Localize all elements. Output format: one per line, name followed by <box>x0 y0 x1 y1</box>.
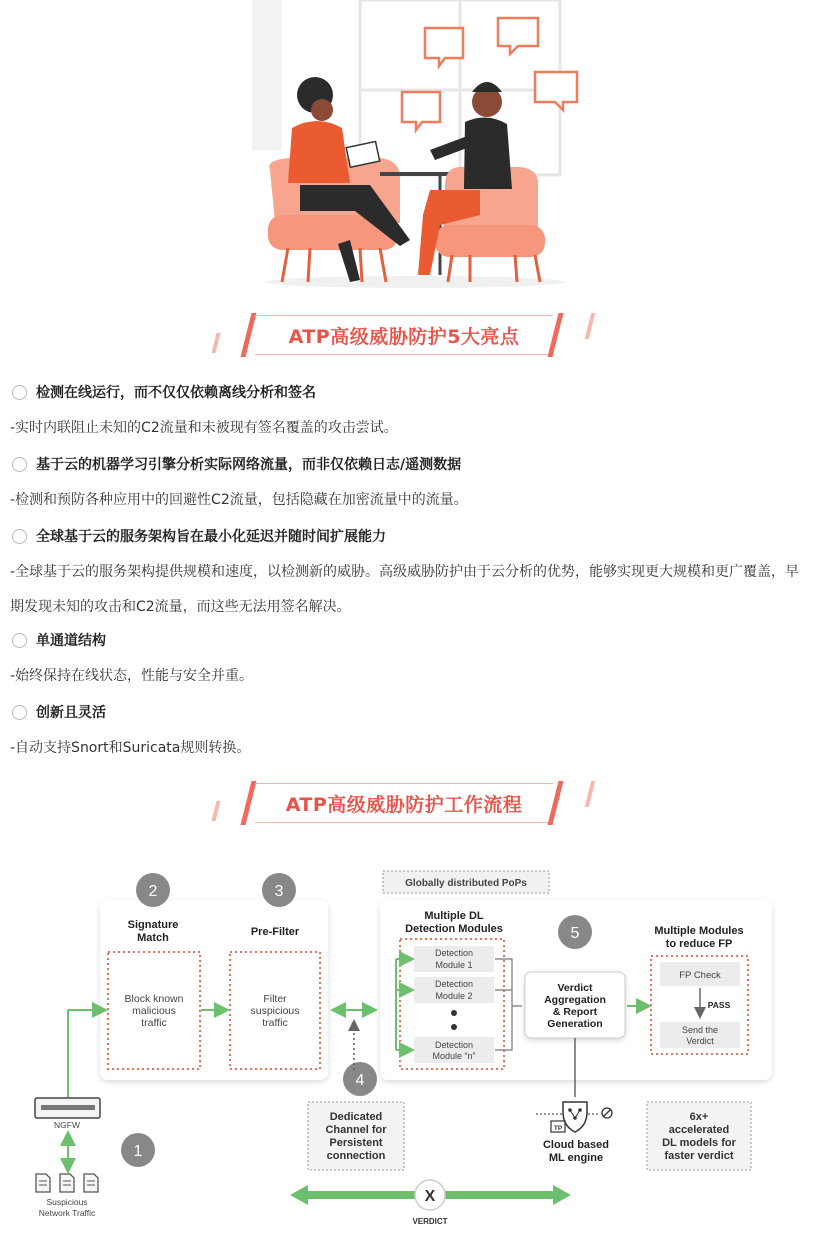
feature-item <box>12 453 461 475</box>
feature-title: 单通道结构 <box>36 633 106 649</box>
signature-box-text: malicious <box>132 1005 176 1017</box>
step-marker-2 <box>136 873 170 907</box>
ngfw-label: NGFW <box>54 1120 80 1130</box>
accel-text: 6x+ <box>689 1111 709 1123</box>
verdict-box-text: & Report <box>552 1006 598 1018</box>
detection-module-text: Detection <box>434 979 474 989</box>
banner-slash-left-light <box>212 801 221 821</box>
feature-item <box>12 701 106 723</box>
signature-title-1: Signature <box>127 919 179 931</box>
section-banner-workflow <box>0 773 815 833</box>
feature-desc: -自动支持Snort和Suricata规则转换。 <box>10 740 251 756</box>
dl-title-1: Multiple DL <box>424 910 484 922</box>
pops-label: Globally distributed PoPs <box>405 878 527 889</box>
circle-icon <box>12 385 27 400</box>
detection-module-text: Module “n” <box>432 1051 476 1061</box>
step-3-label: 3 <box>274 883 284 900</box>
signature-title-2: Match <box>137 932 169 944</box>
signature-box-text: traffic <box>141 1017 167 1029</box>
dedicated-text: Persistent <box>329 1137 383 1149</box>
verdict-label: VERDICT <box>412 1217 448 1226</box>
step-marker-1 <box>121 1133 155 1167</box>
hero-illustration <box>230 0 585 300</box>
banner-title-box <box>255 783 553 823</box>
signature-box-text: Block known <box>124 993 184 1005</box>
dedicated-text: connection <box>326 1150 386 1162</box>
verdict-x: X <box>424 1188 436 1205</box>
meeting-illustration-icon <box>230 0 585 300</box>
feature-desc: -始终保持在线状态，性能与安全并重。 <box>10 668 254 684</box>
cloud-engine-text: ML engine <box>548 1152 604 1164</box>
banner-slash-right-light <box>585 313 595 339</box>
feature-desc: -检测和预防各种应用中的回避性C2流量，包括隐藏在加密流量中的流量。 <box>10 492 468 508</box>
accel-text: accelerated <box>668 1124 730 1136</box>
verdict-box-text: Generation <box>547 1018 603 1030</box>
fp-title-1: Multiple Modules <box>654 925 744 937</box>
verdict-box-text: Verdict <box>557 982 593 994</box>
prefilter-box-text: Filter <box>263 993 287 1005</box>
send-verdict-text: Send the <box>681 1025 719 1035</box>
detection-module-text: Detection <box>434 948 474 958</box>
step-1-label: 1 <box>133 1143 143 1160</box>
feature-title: 全球基于云的服务架构旨在最小化延迟并随时间扩展能力 <box>36 529 386 545</box>
circle-icon <box>12 529 27 544</box>
feature-item <box>12 381 316 403</box>
step-marker-3 <box>262 873 296 907</box>
banner-slash-right-light <box>585 781 595 807</box>
cloud-engine-text: Cloud based <box>542 1139 610 1151</box>
accel-text: DL models for <box>662 1137 736 1149</box>
ellipsis-dot <box>451 1010 457 1016</box>
step-4-label: 4 <box>355 1072 365 1089</box>
detection-module-text: Detection <box>434 1040 474 1050</box>
suspicious-text: Suspicious <box>46 1197 88 1207</box>
prefilter-box-text: traffic <box>262 1017 288 1029</box>
feature-desc: -实时内联阻止未知的C2流量和未被现有签名覆盖的攻击尝试。 <box>10 420 398 436</box>
feature-desc: -全球基于云的服务架构提供规模和速度，以检测新的威胁。高级威胁防护由于云分析的优势，能够实现更大规模和更广覆盖，早期发现未知的攻击和C2流量，而这些无法用签名解决。 <box>10 564 800 615</box>
feature-item <box>12 525 386 547</box>
fp-title-2: to reduce FP <box>665 938 733 950</box>
send-verdict-text: Verdict <box>686 1036 714 1046</box>
accel-text: faster verdict <box>664 1150 734 1162</box>
circle-icon <box>12 457 27 472</box>
section-title: ATP高级威胁防护工作流程 <box>285 793 523 816</box>
step-5-label: 5 <box>570 925 580 942</box>
banner-title-box <box>255 315 553 355</box>
section-banner-highlights <box>0 305 815 365</box>
feature-title: 基于云的机器学习引擎分析实际网络流量，而非仅依赖日志/遥测数据 <box>36 457 462 473</box>
workflow-diagram <box>0 848 815 1233</box>
pass-label: PASS <box>707 1000 731 1010</box>
ellipsis-dot <box>451 1024 457 1030</box>
circle-icon <box>12 633 27 648</box>
suspicious-text: Network Traffic <box>38 1208 96 1218</box>
dl-title-2: Detection Modules <box>405 923 503 935</box>
circle-icon <box>12 705 27 720</box>
feature-item <box>12 629 106 651</box>
step-marker-5 <box>558 915 592 949</box>
feature-title: 检测在线运行，而不仅仅依赖离线分析和签名 <box>36 385 316 401</box>
ngfw-device-icon <box>35 1098 100 1118</box>
dedicated-text: Channel for <box>325 1124 387 1136</box>
detection-module-text: Module 1 <box>435 960 473 970</box>
ml-engine-icon <box>536 1102 612 1132</box>
step-2-label: 2 <box>148 883 158 900</box>
document-icon <box>36 1174 98 1192</box>
banner-slash-left-light <box>212 333 221 353</box>
tp-label: TP <box>553 1125 563 1132</box>
verdict-box-text: Aggregation <box>544 994 606 1006</box>
detection-module-text: Module 2 <box>435 991 473 1001</box>
section-title: ATP高级威胁防护5大亮点 <box>288 325 520 348</box>
step-marker-4 <box>343 1062 377 1096</box>
prefilter-box-text: suspicious <box>250 1005 300 1017</box>
feature-title: 创新且灵活 <box>36 705 106 721</box>
prefilter-title: Pre-Filter <box>250 926 300 938</box>
fp-check-label: FP Check <box>679 970 721 981</box>
dedicated-text: Dedicated <box>329 1111 383 1123</box>
